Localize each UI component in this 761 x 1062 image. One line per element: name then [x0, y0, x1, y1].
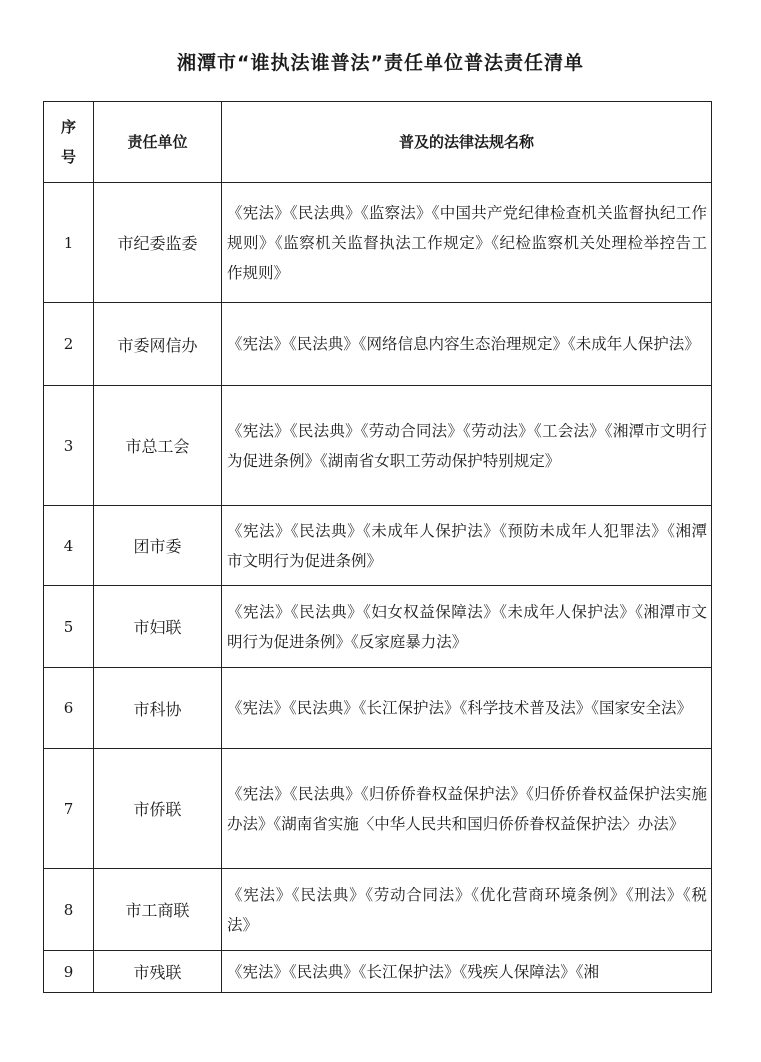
row-laws: 《宪法》《民法典》《劳动合同法》《劳动法》《工会法》《湘潭市文明行为促进条例》《湖南省女职工劳动保护特别规定》: [222, 386, 712, 506]
row-laws: 《宪法》《民法典》《长江保护法》《残疾人保障法》《湘: [222, 951, 712, 993]
row-seq: 7: [44, 749, 94, 869]
row-laws: 《宪法》《民法典》《未成年人保护法》《预防未成年人犯罪法》《湘潭市文明行为促进条例》: [222, 506, 712, 586]
row-seq: 4: [44, 506, 94, 586]
header-laws: 普及的法律法规名称: [222, 102, 712, 183]
row-seq: 9: [44, 951, 94, 993]
row-unit: 市妇联: [94, 586, 222, 668]
responsibility-table: [43, 101, 712, 993]
row-unit: 市残联: [94, 951, 222, 993]
row-unit: 市侨联: [94, 749, 222, 869]
table-row: [44, 586, 712, 668]
row-unit: 市科协: [94, 668, 222, 749]
row-unit: 市纪委监委: [94, 183, 222, 303]
row-laws: 《宪法》《民法典》《网络信息内容生态治理规定》《未成年人保护法》: [222, 303, 712, 386]
row-laws: 《宪法》《民法典》《长江保护法》《科学技术普及法》《国家安全法》: [222, 668, 712, 749]
table-row: [44, 386, 712, 506]
row-seq: 6: [44, 668, 94, 749]
row-unit: 市工商联: [94, 869, 222, 951]
table-row: [44, 951, 712, 993]
row-seq: 2: [44, 303, 94, 386]
row-laws: 《宪法》《民法典》《妇女权益保障法》《未成年人保护法》《湘潭市文明行为促进条例》《反家庭暴力法》: [222, 586, 712, 668]
row-seq: 5: [44, 586, 94, 668]
row-unit: 团市委: [94, 506, 222, 586]
row-laws: 《宪法》《民法典》《劳动合同法》《优化营商环境条例》《刑法》《税法》: [222, 869, 712, 951]
header-seq: 序号: [44, 102, 94, 183]
page-title: 湘潭市“谁执法谁普法”责任单位普法责任清单: [177, 52, 584, 74]
row-laws: 《宪法》《民法典》《归侨侨眷权益保护法》《归侨侨眷权益保护法实施办法》《湖南省实施〈中华人民共和国归侨侨眷权益保护法〉办法》: [222, 749, 712, 869]
row-seq: 1: [44, 183, 94, 303]
header-unit: 责任单位: [94, 102, 222, 183]
table-header-row: [44, 102, 712, 183]
row-seq: 8: [44, 869, 94, 951]
table-row: [44, 869, 712, 951]
table-row: [44, 303, 712, 386]
row-seq: 3: [44, 386, 94, 506]
table-row: [44, 183, 712, 303]
table-row: [44, 749, 712, 869]
table-row: [44, 668, 712, 749]
row-laws: 《宪法》《民法典》《监察法》《中国共产党纪律检查机关监督执纪工作规则》《监察机关监督执法工作规定》《纪检监察机关处理检举控告工作规则》: [222, 183, 712, 303]
row-unit: 市总工会: [94, 386, 222, 506]
row-unit: 市委网信办: [94, 303, 222, 386]
table-row: [44, 506, 712, 586]
